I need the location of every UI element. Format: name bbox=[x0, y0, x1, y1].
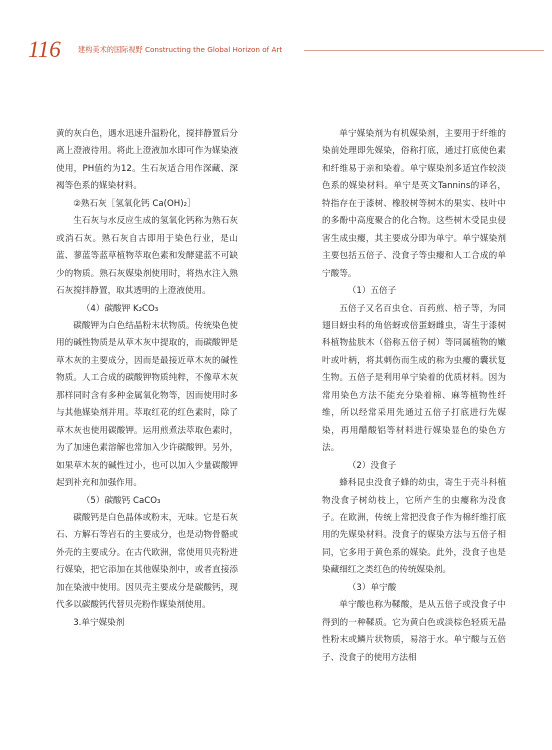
subheading: （1）五倍子 bbox=[347, 286, 397, 297]
paragraph: 黄的灰白色，遇水迅速升温粉化，搅拌静置后分离上澄液待用。将此上澄液加水即可作为媒染液使用，PH值约为12。生石灰适合用作深藏、深褐等色系的媒染材料。 bbox=[56, 129, 238, 192]
subheading: （2）没食子 bbox=[347, 460, 397, 471]
right-column bbox=[322, 126, 506, 667]
paragraph: 碳酸钙是白色晶体或粉末，无味。它是石灰石、方解石等岩石的主要成分，也是动物骨骼或外壳的主要成分。在古代欧洲，常使用贝壳粉进行媒染，把它添加在其他媒染剂中，或者直接添加在染液中使用。因贝壳主要成分是碳酸钙，现代多以碳酸钙代替贝壳粉作媒染剂使用。 bbox=[56, 512, 238, 611]
subheading: （4）碳酸钾 K₂CO₃ bbox=[81, 303, 159, 314]
paragraph: 单宁酸也称为鞣酸，是从五倍子或没食子中得到的一种鞣质。它为黄白色或淡棕色轻质无晶性粉末或鳞片状物质，易溶于水。单宁酸与五倍子、没食子的使用方法相 bbox=[322, 600, 506, 663]
subheading: （3）单宁酸 bbox=[347, 582, 397, 593]
page-header bbox=[28, 38, 528, 62]
page-number: 116 bbox=[28, 37, 61, 62]
paragraph: 生石灰与水反应生成的氢氧化钙称为熟石灰或消石灰。熟石灰自古即用于染色行业，是山蓝、蓼蓝等蓝草植物萃取色素和发酵建蓝不可缺少的物质。熟石灰媒染剂使用时，将热水注入熟石灰搅拌静置，取其透明的上澄液使用。 bbox=[56, 216, 238, 297]
paragraph: 单宁媒染剂为有机媒染剂，主要用于纤维的染前处理即先媒染，俗称打底，通过打底使色素和纤维易于亲和染着。单宁媒染剂多适宜作较淡色系的媒染材料。单宁是英文Tannins的译名，特指存在于漆树、橡胶树等树木的果实、枝叶中的多酚中高度聚合的化合物。这些树木受昆虫侵害生成虫瘿，其主要成分即为单宁。单宁媒染剂主要包括五倍子、没食子等虫瘿和人工合成的单宁酸等。 bbox=[322, 129, 506, 279]
section-heading: 3.单宁媒染剂 bbox=[73, 617, 125, 628]
subheading: ②熟石灰［氢氧化钙 Ca(OH)₂］ bbox=[73, 198, 196, 209]
header-rule bbox=[304, 50, 544, 51]
left-column bbox=[56, 126, 238, 632]
running-title: 建构美术的国际视野 Constructing the Global Horizon of Art bbox=[78, 45, 283, 54]
paragraph: 五倍子又名百虫仓、百药煎、棓子等，为同翅目蚜虫科的角倍蚜或倍蛋蚜雌虫，寄生于漆树科植物盐肤木（俗称五倍子树）等同属植物的嫩叶或叶柄，将其刺伤而生成的称为虫瘿的囊状复生物。五倍子是利用单宁染着的优质材料。因为常用染色方法不能充分染着棉、麻等植物性纤维，所以经常采用先通过五倍子打底进行先媒染，再用醋酸铝等材料进行媒染显色的染色方法。 bbox=[322, 303, 506, 454]
paragraph: 碳酸钾为白色结晶粉末状物质。传统染色使用的碱性物质是从草木灰中提取的，而碳酸钾是草木灰的主要成分，因而是最接近草木灰的碱性物质。人工合成的碳酸钾物质纯粹，不像草木灰那样同时含有多种金属氧化物等，因而使用时多与其他媒染剂并用。萃取红花的红色素时，除了草木灰也使用碳酸钾。运用煎煮法萃取色素时，为了加速色素溶解也常加入少许碳酸钾。另外，如果草木灰的碱性过小，也可以加入少量碳酸钾起到补充和加强作用。 bbox=[56, 320, 238, 489]
subheading: （5）碳酸钙 CaCO₃ bbox=[81, 495, 161, 506]
paragraph: 蜂科昆虫没食子蜂的幼虫，寄生于壳斗科植物没食子树幼枝上，它所产生的虫瘿称为没食子。在欧洲，传统上常把没食子作为棉纤维打底用的先媒染材料。没食子的媒染方法与五倍子相同，它多用于黄色系的媒染。此外，没食子也是染藏细红之类红色的传统媒染剂。 bbox=[322, 478, 506, 576]
